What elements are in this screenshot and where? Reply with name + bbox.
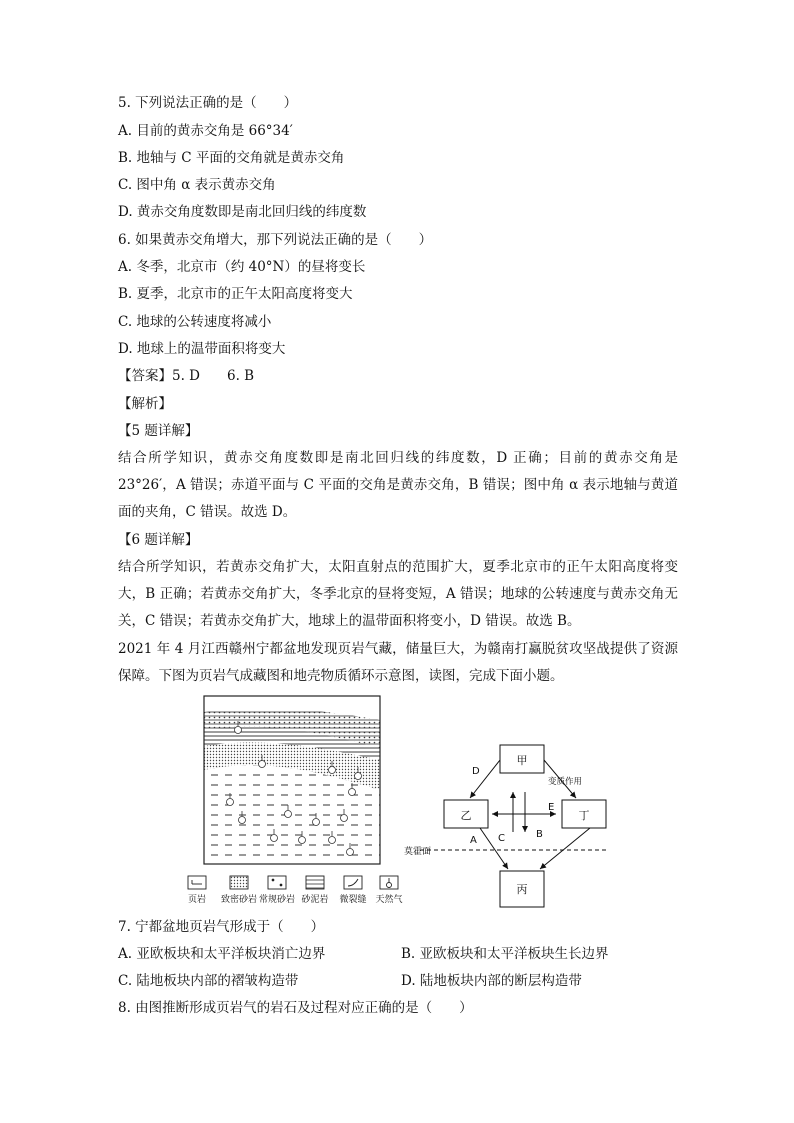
q8-stem: 8. 由图推断形成页岩气的岩石及过程对应正确的是（ ）	[118, 1000, 473, 1016]
label-b: B	[536, 829, 543, 840]
q6-option-b: B. 夏季，北京市的正午太阳高度将变大	[118, 286, 353, 302]
q7-option-d: D. 陆地板块内部的断层构造带	[401, 973, 582, 989]
q7-stem: 7. 宁都盆地页岩气形成于（ ）	[118, 919, 325, 935]
legend-tight-sandstone-icon	[230, 876, 248, 889]
q5-option-b: B. 地轴与 C 平面的交角就是黄赤交角	[118, 150, 345, 166]
q5-detail-label: 【5 题详解】	[118, 423, 199, 439]
q6-option-c: C. 地球的公转速度将减小	[118, 314, 272, 330]
q6-detail: 结合所学知识，若黄赤交角扩大，太阳直射点的范围扩大，夏季北京市的正午太阳高度将变大，B 正确；若黄赤交角扩大，冬季北京的昼将变短，A 错误；地球的公转速度与黄赤交角无关，C 错误；若黄赤交角扩大，地球上的温带面积将变小，D 错误。故选 B。	[118, 559, 678, 629]
box-yi-label: 乙	[460, 809, 472, 822]
q7-option-b: B. 亚欧板块和太平洋板块生长边界	[401, 946, 609, 962]
q6-option-a: A. 冬季，北京市（约 40°N）的昼将变长	[118, 259, 366, 275]
q5-detail: 结合所学知识，黄赤交角度数即是南北回归线的纬度数，D 正确；目前的黄赤交角是 23°26′，A 错误；赤道平面与 C 平面的交角是黄赤交角，B 错误；图中角 α 表示地轴与黄道面的夹角，C 错误。故选 D。	[118, 450, 678, 520]
legend-sandstone-label: 常规砂岩	[258, 895, 296, 905]
legend-sandy-mudstone-label: 砂泥岩	[301, 895, 329, 905]
label-moho: 莫霍面	[404, 847, 432, 857]
q5-option-a: A. 目前的黄赤交角是 66°34′	[118, 123, 293, 139]
legend-sandy-mudstone-icon	[306, 876, 324, 889]
q5-option-c: C. 图中角 α 表示黄赤交角	[118, 177, 276, 193]
intro-text: 2021 年 4 月江西赣州宁都盆地发现页岩气藏，储量巨大，为赣南打赢脱贫攻坚战提供了资源保障。下图为页岩气成藏图和地壳物质循环示意图，读图，完成下面小题。	[118, 641, 678, 684]
arrow-ding-bing	[540, 828, 590, 869]
label-metamorphism: 变质作用	[548, 777, 583, 787]
q6-stem: 6. 如果黄赤交角增大，那下列说法正确的是（ ）	[118, 232, 433, 248]
q6-detail-label: 【6 题详解】	[118, 532, 199, 548]
box-bing-label: 丙	[516, 883, 528, 896]
legend-shale-label: 页岩	[187, 895, 207, 905]
legend-microcrack-icon	[344, 876, 362, 889]
analysis-label: 【解析】	[118, 396, 172, 412]
q7-option-a: A. 亚欧板块和太平洋板块消亡边界	[118, 946, 326, 962]
answer-line: 【答案】5. D 6. B	[118, 368, 255, 384]
legend-shale-icon	[188, 876, 206, 889]
label-e: E	[548, 802, 555, 813]
label-c: C	[498, 833, 505, 844]
shale-gas-figure	[182, 690, 412, 910]
legend-sandstone-icon	[268, 876, 286, 889]
q6-option-d: D. 地球上的温带面积将变大	[118, 341, 286, 357]
box-jia-label: 甲	[516, 754, 528, 767]
legend-microcrack-label: 微裂缝	[339, 895, 367, 905]
q5-option-d: D. 黄赤交角度数即是南北回归线的纬度数	[118, 204, 367, 220]
label-d: D	[472, 766, 480, 777]
box-ding-label: 丁	[578, 809, 590, 822]
rock-cycle-figure	[400, 738, 620, 913]
q7-option-c: C. 陆地板块内部的褶皱构造带	[118, 973, 299, 989]
label-a: A	[470, 835, 477, 846]
legend-tight-sandstone-label: 致密砂岩	[220, 895, 258, 905]
q5-stem: 5. 下列说法正确的是（ ）	[118, 95, 298, 111]
legend-gas-label: 天然气	[375, 895, 403, 905]
